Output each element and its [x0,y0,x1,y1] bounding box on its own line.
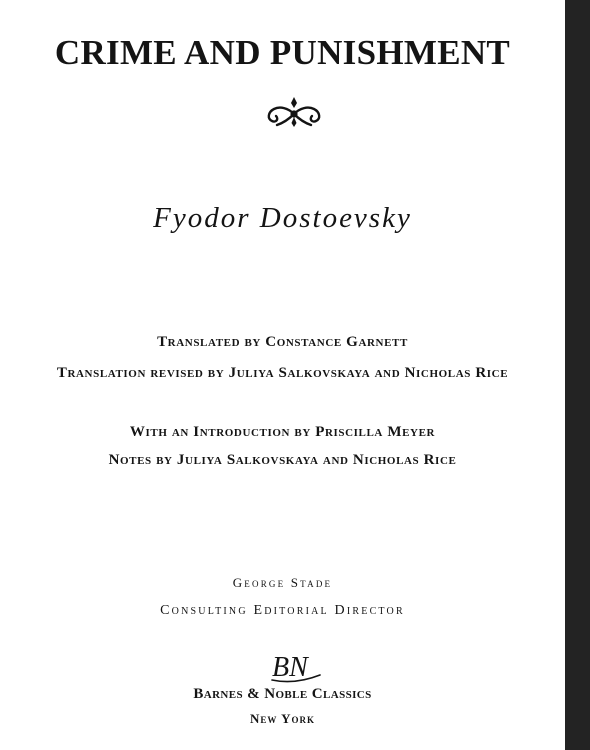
author-name: Fyodor Dostoevsky [153,202,412,234]
viewer-margin [565,0,590,750]
introduction-credit: With an Introduction by Priscilla Meyer [129,424,436,440]
editor-role: Consulting Editorial Director [160,603,405,618]
svg-text:BN: BN [272,652,308,683]
fleuron-ornament-icon [258,94,330,130]
notes-credit: Notes by Juliya Salkovskaya and Nicholas Rice [108,452,457,468]
barnes-noble-monogram-icon [268,650,324,684]
publisher-name: Barnes & Noble Classics [193,686,372,702]
book-title: CRIME AND PUNISHMENT [54,33,511,72]
editor-name: George Stade [232,575,333,590]
revision-credit: Translation revised by Juliya Salkovskaya and Nicholas Rice [56,365,509,381]
translator-credit: Translated by Constance Garnett [157,334,408,350]
publisher-city: New York [249,711,316,726]
